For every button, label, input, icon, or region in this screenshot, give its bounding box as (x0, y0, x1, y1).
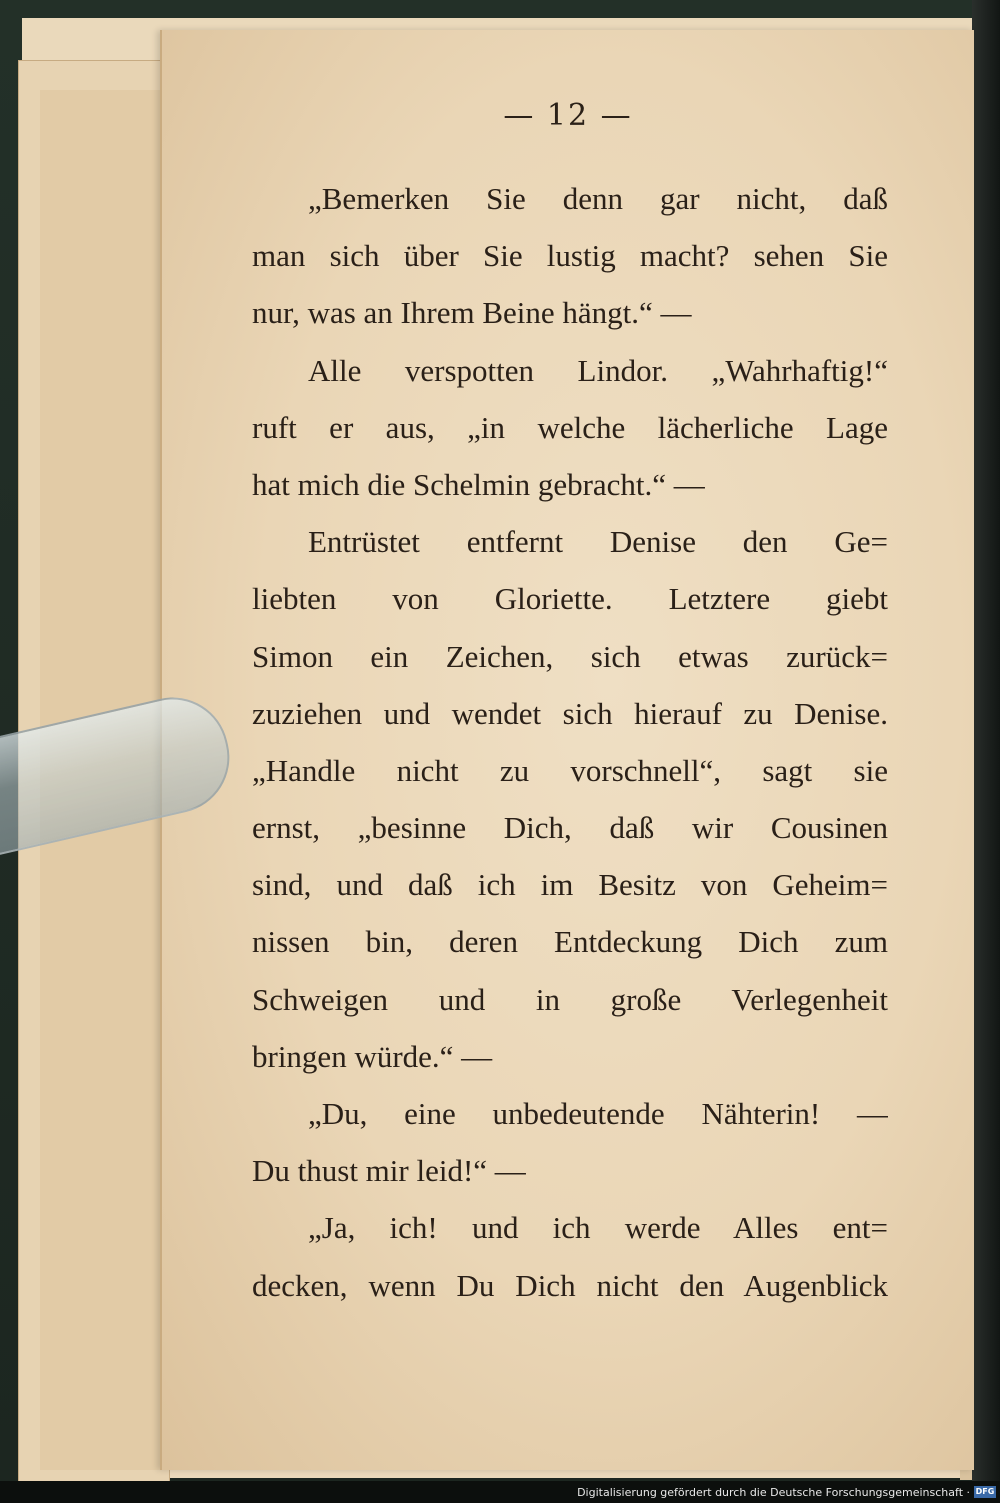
text-line: hat mich die Schelmin gebracht.“ — (252, 466, 705, 502)
text-line: Du thust mir leid!“ — (252, 1153, 526, 1189)
text-line: Alle verspotten Lindor. „Wahrhaftig!“ (308, 352, 888, 388)
book-spine (972, 0, 1000, 1503)
text-line: ernst, „besinne Dich, daß wir Cousinen (252, 810, 888, 846)
text-line: ruft er aus, „in welche lächerliche Lage (252, 409, 888, 445)
text-line: „Bemerken Sie denn gar nicht, daß (308, 181, 888, 216)
footer-bar (0, 1481, 1000, 1503)
text-line: „Du, eine unbedeutende Nähterin! — (308, 1096, 888, 1131)
footer-credit: Digitalisierung gefördert durch die Deutsche Forschungsgemeinschaft · (577, 1486, 970, 1499)
text-line: decken, wenn Du Dich nicht den Augenblick (252, 1267, 888, 1303)
text-line: zuziehen und wendet sich hierauf zu Denise. (252, 695, 888, 731)
text-line: „Handle nicht zu vorschnell“, sagt sie (252, 752, 888, 788)
text-line: bringen würde.“ — (252, 1038, 493, 1074)
text-line: Simon ein Zeichen, sich etwas zurück= (252, 638, 888, 674)
text-line: Schweigen und in große Verlegenheit (252, 981, 888, 1017)
text-line: „Ja, ich! und ich werde Alles ent= (308, 1210, 888, 1246)
page-number: — 12 — (503, 98, 633, 133)
text-line: sind, und daß ich im Besitz von Geheim= (252, 867, 888, 903)
text-line: liebten von Gloriette. Letztere giebt (252, 581, 888, 617)
text-line: nissen bin, deren Entdeckung Dich zum (252, 924, 888, 960)
text-line: man sich über Sie lustig macht? sehen Sie (252, 238, 888, 274)
body-text (252, 170, 888, 1314)
book-page (160, 30, 974, 1470)
text-line: nur, was an Ihrem Beine hängt.“ — (252, 295, 692, 331)
text-line: Entrüstet entfernt Denise den Ge= (308, 524, 888, 560)
dfg-logo-icon: DFG (975, 1487, 995, 1496)
